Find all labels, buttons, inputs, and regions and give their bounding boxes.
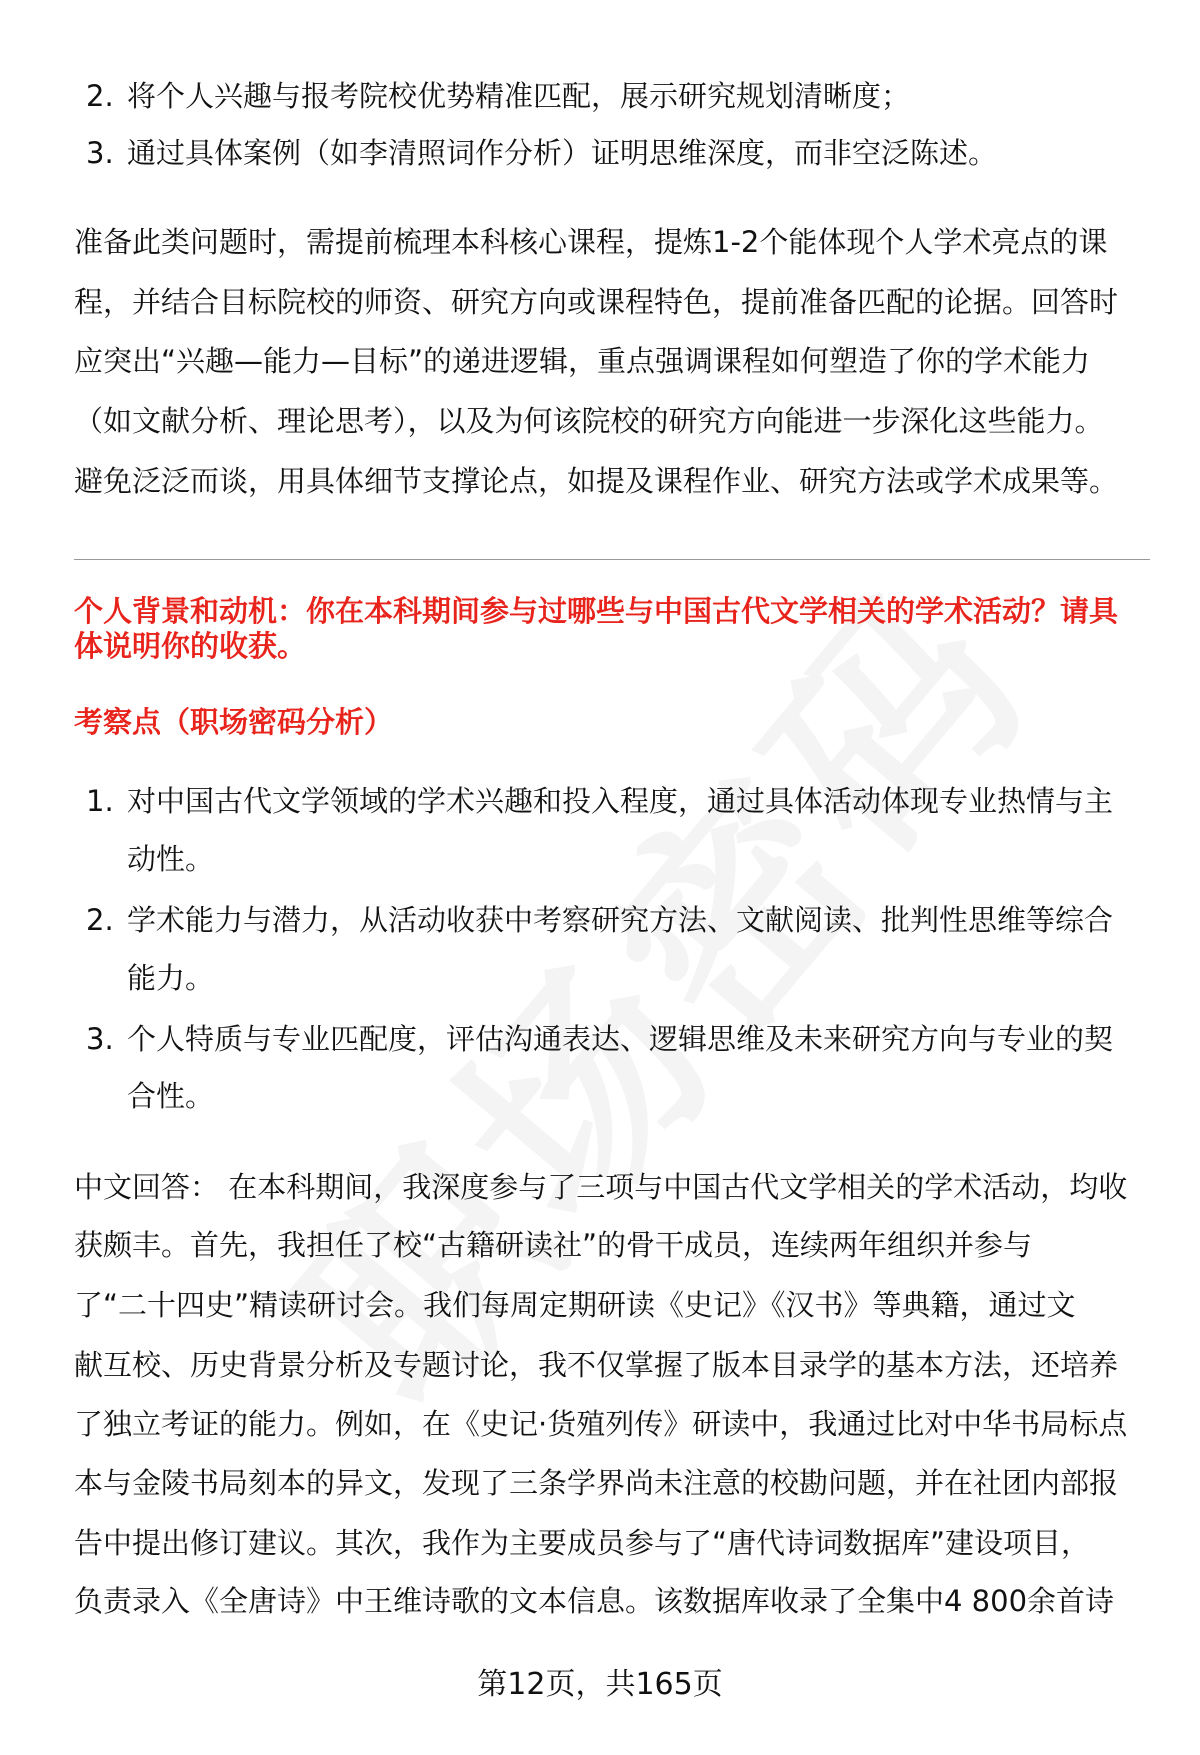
- answer-line: 获颇丰。首先，我担任了校“古籍研读社”的骨干成员，连续两年组织并参与: [74, 1228, 1033, 1262]
- paragraph-line: （如文献分析、理论思考），以及为何该院校的研究方向能进一步深化这些能力。: [74, 404, 1104, 438]
- list-item: 学术能力与潜力，从活动收获中考察研究方法、文献阅读、批判性思维等综合: [127, 903, 1114, 937]
- paragraph-line: 准备此类问题时，需提前梳理本科核心课程，提炼1-2个能体现个人学术亮点的课: [74, 225, 1108, 259]
- answer-line: 告中提出修订建议。其次，我作为主要成员参与了“唐代诗词数据库”建设项目，: [74, 1526, 1091, 1560]
- list-number: 2.: [86, 903, 114, 937]
- list-item: 通过具体案例（如李清照词作分析）证明思维深度，而非空泛陈述。: [127, 136, 998, 170]
- list-item: 动性。: [127, 842, 215, 876]
- list-number: 3.: [86, 1022, 114, 1056]
- question-line: 个人背景和动机：你在本科期间参与过哪些与中国古代文学相关的学术活动？请具: [74, 594, 1119, 628]
- list-item: 能力。: [127, 961, 215, 995]
- paragraph-line: 应突出“兴趣—能力—目标”的递进逻辑，重点强调课程如何塑造了你的学术能力: [74, 344, 1091, 378]
- answer-line: 中文回答： 在本科期间，我深度参与了三项与中国古代文学相关的学术活动，均收: [74, 1170, 1128, 1204]
- list-item: 合性。: [127, 1079, 215, 1113]
- list-number: 2.: [86, 79, 114, 113]
- page-number: 第12页，共165页: [477, 1667, 723, 1702]
- paragraph-line: 避免泛泛而谈，用具体细节支撑论点，如提及课程作业、研究方法或学术成果等。: [74, 464, 1119, 498]
- paragraph-line: 程，并结合目标院校的师资、研究方向或课程特色，提前准备匹配的论据。回答时: [74, 285, 1119, 319]
- list-number: 3.: [86, 136, 114, 170]
- list-number: 1.: [86, 784, 114, 818]
- exam-point-title: 考察点（职场密码分析）: [74, 705, 394, 739]
- list-item: 对中国古代文学领域的学术兴趣和投入程度，通过具体活动体现专业热情与主: [127, 784, 1114, 818]
- divider: [74, 559, 1150, 560]
- question-line: 体说明你的收获。: [74, 629, 307, 663]
- answer-line: 了“二十四史”精读研讨会。我们每周定期研读《史记》《汉书》等典籍，通过文: [74, 1288, 1076, 1322]
- answer-line: 本与金陵书局刻本的异文，发现了三条学界尚未注意的校勘问题，并在社团内部报: [74, 1466, 1119, 1500]
- list-item: 个人特质与专业匹配度，评估沟通表达、逻辑思维及未来研究方向与专业的契: [127, 1022, 1114, 1056]
- answer-line: 负责录入《全唐诗》中王维诗歌的文本信息。该数据库收录了全集中4 800余首诗: [74, 1584, 1115, 1618]
- list-item: 将个人兴趣与报考院校优势精准匹配，展示研究规划清晰度；: [127, 79, 911, 113]
- answer-line: 了独立考证的能力。例如，在《史记·货殖列传》研读中，我通过比对中华书局标点: [74, 1407, 1128, 1441]
- answer-line: 献互校、历史背景分析及专题讨论，我不仅掌握了版本目录学的基本方法，还培养: [74, 1348, 1119, 1382]
